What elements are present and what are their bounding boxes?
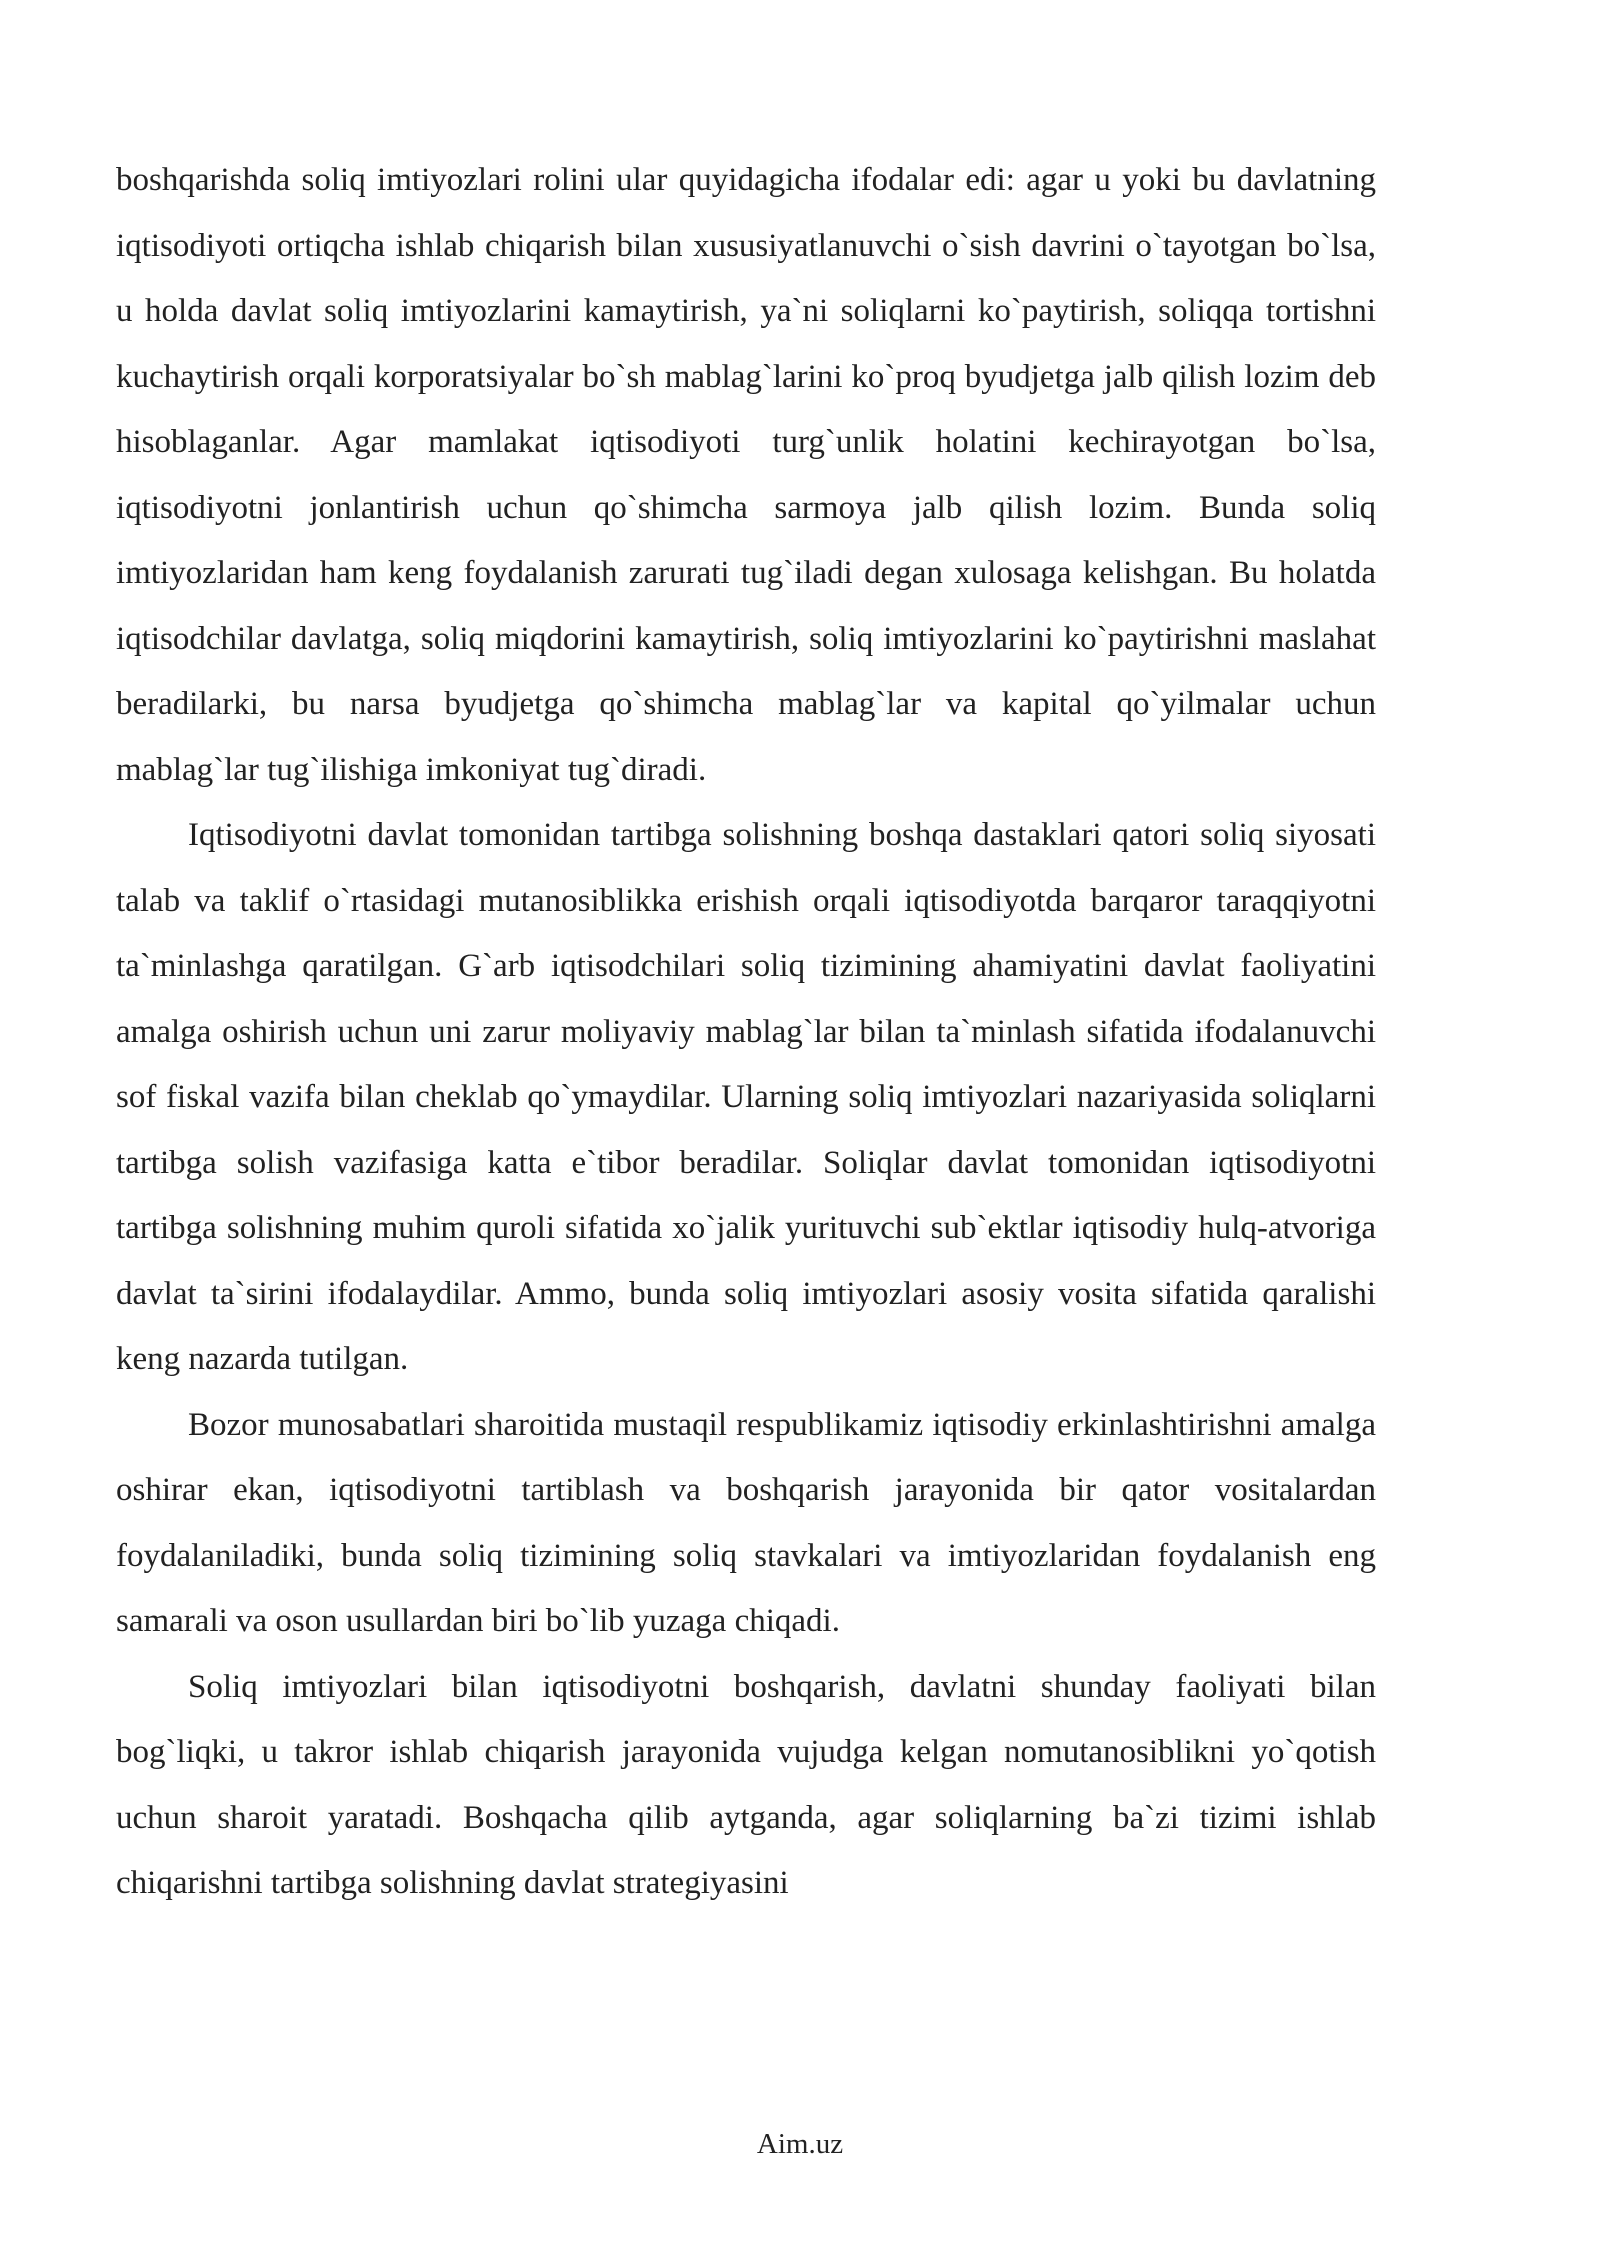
paragraph-1: boshqarishda soliq imtiyozlari rolini ular quyidagicha ifodalar edi: agar u yoki bu davlatning iqtisodiyoti ortiqcha ishlab chiqarish bilan xususiyatlanuvchi o`sish davrini o`tayotgan bo`lsa, u holda davlat soliq imtiyozlarini kamaytirish, ya`ni soliqlarni ko`paytirish, soliqqa tortishni kuchaytirish orqali korporatsiyalar bo`sh mablag`larini ko`proq byudjetga jalb qilish lozim deb hisoblaganlar. Agar mamlakat iqtisodiyoti turg`unlik holatini kechirayotgan bo`lsa, iqtisodiyotni jonlantirish uchun qo`shimcha sarmoya jalb qilish lozim. Bunda soliq imtiyozlaridan ham keng foydalanish zarurati tug`iladi degan xulosaga kelishgan. Bu holatda iqtisodchilar davlatga, soliq miqdorini kamaytirish, soliq imtiyozlarini ko`paytirishni maslahat beradilarki, bu narsa byudjetga qo`shimcha mablag`lar va kapital qo`yilmalar uchun mablag`lar tug`ilishiga imkoniyat tug`diradi. [116, 162, 1376, 788]
document-body [116, 148, 1376, 1917]
paragraph-3: Bozor munosabatlari sharoitida mustaqil respublikamiz iqtisodiy erkinlashtirishni amalga oshirar ekan, iqtisodiyotni tartiblash va boshqarish jarayonida bir qator vositalardan foydalaniladiki, bunda soliq tizimining soliq stavkalari va imtiyozlaridan foydalanish eng samarali va oson usullardan biri bo`lib yuzaga chiqadi. [116, 1406, 1376, 1639]
paragraph-4: Soliq imtiyozlari bilan iqtisodiyotni boshqarish, davlatni shunday faoliyati bilan bog`liqki, u takror ishlab chiqarish jarayonida vujudga kelgan nomutanosiblikni yo`qotish uchun sharoit yaratadi. Boshqacha qilib aytganda, agar soliqlarning ba`zi tizimi ishlab chiqarishni tartibga solishning davlat strategiyasini [116, 1668, 1376, 1901]
paragraph-2: Iqtisodiyotni davlat tomonidan tartibga solishning boshqa dastaklari qatori soliq siyosati talab va taklif o`rtasidagi mutanosiblikka erishish orqali iqtisodiyotda barqaror taraqqiyotni ta`minlashga qaratilgan. G`arb iqtisodchilari soliq tizimining ahamiyatini davlat faoliyatini amalga oshirish uchun uni zarur moliyaviy mablag`lar bilan ta`minlash sifatida ifodalanuvchi sof fiskal vazifa bilan cheklab qo`ymaydilar. Ularning soliq imtiyozlari nazariyasida soliqlarni tartibga solish vazifasiga katta e`tibor beradilar. Soliqlar davlat tomonidan iqtisodiyotni tartibga solishning muhim quroli sifatida xo`jalik yurituvchi sub`ektlar iqtisodiy hulq-atvoriga davlat ta`sirini ifodalaydilar. Ammo, bunda soliq imtiyozlari asosiy vosita sifatida qaralishi keng nazarda tutilgan. [116, 817, 1376, 1377]
page-footer: Aim.uz [756, 2128, 844, 2160]
